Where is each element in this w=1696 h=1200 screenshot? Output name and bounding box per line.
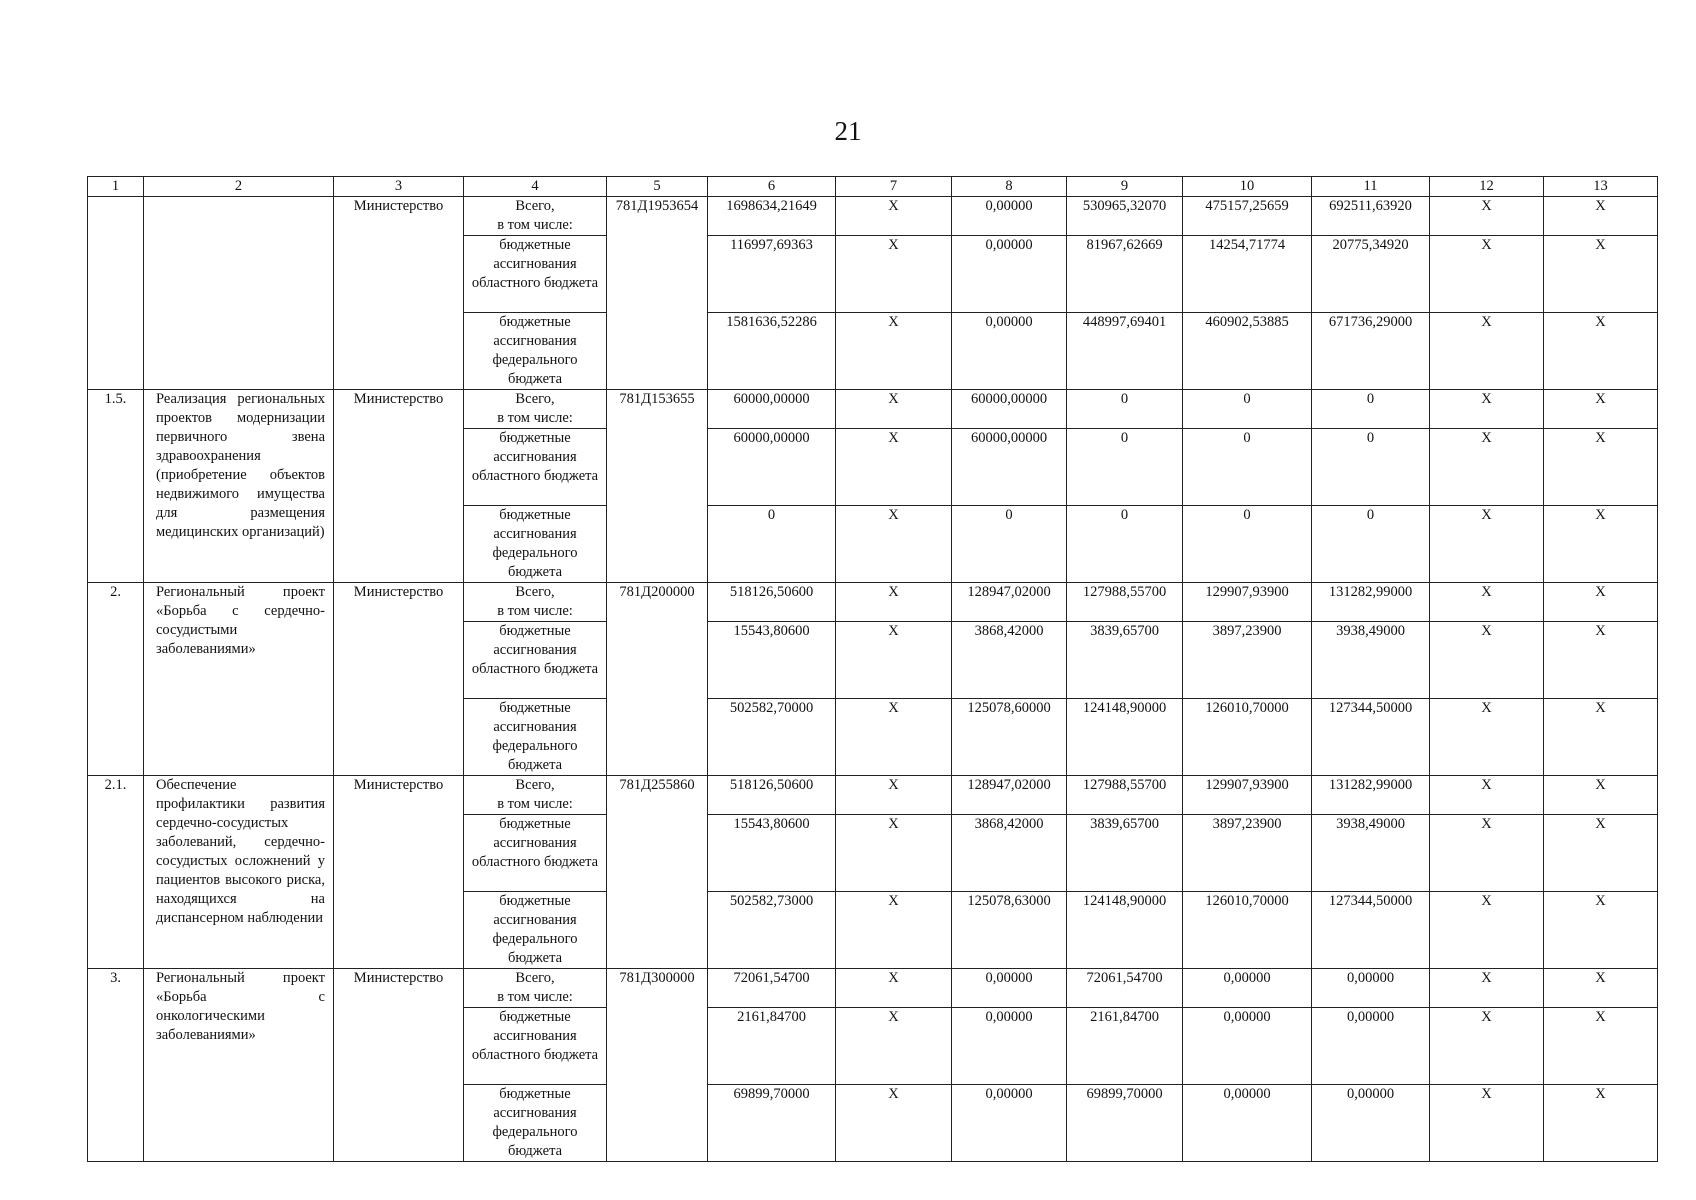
amount-cell: 81967,62669 bbox=[1067, 236, 1183, 313]
funding-source: бюджетные ассигнования федерального бюджета bbox=[464, 506, 607, 583]
amount-cell: X bbox=[1544, 1085, 1658, 1162]
amount-cell: 129907,93900 bbox=[1183, 776, 1312, 815]
amount-cell: X bbox=[836, 506, 952, 583]
amount-cell: 0 bbox=[1067, 390, 1183, 429]
amount-cell: 2161,84700 bbox=[708, 1008, 836, 1085]
amount-cell: 1698634,21649 bbox=[708, 197, 836, 236]
table-row bbox=[88, 390, 1658, 429]
responsible-executor: Министерство bbox=[334, 776, 464, 969]
amount-cell: X bbox=[836, 1085, 952, 1162]
amount-cell: 2161,84700 bbox=[1067, 1008, 1183, 1085]
budget-code: 781Д300000 bbox=[607, 969, 708, 1162]
amount-cell: 127988,55700 bbox=[1067, 776, 1183, 815]
column-number: 12 bbox=[1430, 177, 1544, 197]
amount-cell: 124148,90000 bbox=[1067, 892, 1183, 969]
amount-cell: 502582,70000 bbox=[708, 699, 836, 776]
item-number: 3. bbox=[88, 969, 144, 1162]
amount-cell: 60000,00000 bbox=[708, 390, 836, 429]
amount-cell: 128947,02000 bbox=[952, 583, 1067, 622]
amount-cell: X bbox=[1544, 699, 1658, 776]
amount-cell: 0 bbox=[1183, 506, 1312, 583]
amount-cell: 0,00000 bbox=[1183, 1085, 1312, 1162]
amount-cell: X bbox=[1430, 236, 1544, 313]
column-number: 11 bbox=[1312, 177, 1430, 197]
amount-cell: 0,00000 bbox=[1183, 969, 1312, 1008]
amount-cell: 0,00000 bbox=[1183, 1008, 1312, 1085]
amount-cell: 3897,23900 bbox=[1183, 622, 1312, 699]
amount-cell: 127344,50000 bbox=[1312, 699, 1430, 776]
amount-cell: 0,00000 bbox=[952, 1085, 1067, 1162]
column-number: 8 bbox=[952, 177, 1067, 197]
amount-cell: X bbox=[1430, 1008, 1544, 1085]
amount-cell: X bbox=[1430, 506, 1544, 583]
funding-source: бюджетные ассигнования областного бюджета bbox=[464, 815, 607, 892]
column-number: 1 bbox=[88, 177, 144, 197]
amount-cell: X bbox=[1430, 197, 1544, 236]
column-number: 5 bbox=[607, 177, 708, 197]
budget-table bbox=[87, 176, 1658, 1162]
amount-cell: 0 bbox=[1312, 506, 1430, 583]
funding-source: бюджетные ассигнования федерального бюджета bbox=[464, 1085, 607, 1162]
funding-source: бюджетные ассигнования федерального бюджета bbox=[464, 699, 607, 776]
amount-cell: 14254,71774 bbox=[1183, 236, 1312, 313]
funding-source: бюджетные ассигнования федерального бюджета bbox=[464, 892, 607, 969]
table-row bbox=[88, 583, 1658, 622]
amount-cell: 0 bbox=[1183, 429, 1312, 506]
responsible-executor: Министерство bbox=[334, 583, 464, 776]
amount-cell: X bbox=[1544, 969, 1658, 1008]
amount-cell: 530965,32070 bbox=[1067, 197, 1183, 236]
amount-cell: 502582,73000 bbox=[708, 892, 836, 969]
item-name bbox=[144, 197, 334, 390]
amount-cell: X bbox=[1544, 583, 1658, 622]
amount-cell: X bbox=[836, 892, 952, 969]
amount-cell: X bbox=[836, 1008, 952, 1085]
item-number bbox=[88, 197, 144, 390]
column-number: 3 bbox=[334, 177, 464, 197]
amount-cell: 131282,99000 bbox=[1312, 776, 1430, 815]
amount-cell: 692511,63920 bbox=[1312, 197, 1430, 236]
amount-cell: 127988,55700 bbox=[1067, 583, 1183, 622]
responsible-executor: Министерство bbox=[334, 969, 464, 1162]
amount-cell: 3868,42000 bbox=[952, 622, 1067, 699]
funding-source: Всего, в том числе: bbox=[464, 776, 607, 815]
amount-cell: 3839,65700 bbox=[1067, 622, 1183, 699]
amount-cell: 0,00000 bbox=[1312, 1008, 1430, 1085]
item-name: Региональный проект «Борьба с онкологическими заболеваниями» bbox=[144, 969, 334, 1162]
amount-cell: 3897,23900 bbox=[1183, 815, 1312, 892]
item-number: 1.5. bbox=[88, 390, 144, 583]
responsible-executor: Министерство bbox=[334, 390, 464, 583]
funding-source: бюджетные ассигнования областного бюджета bbox=[464, 622, 607, 699]
amount-cell: 460902,53885 bbox=[1183, 313, 1312, 390]
amount-cell: 72061,54700 bbox=[1067, 969, 1183, 1008]
amount-cell: X bbox=[1544, 197, 1658, 236]
funding-source: Всего, в том числе: bbox=[464, 197, 607, 236]
amount-cell: 0,00000 bbox=[1312, 1085, 1430, 1162]
budget-code: 781Д153655 bbox=[607, 390, 708, 583]
item-number: 2. bbox=[88, 583, 144, 776]
amount-cell: 116997,69363 bbox=[708, 236, 836, 313]
item-name: Обеспечение профилактики развития сердечно-сосудистых заболеваний, сердечно-сосудистых осложнений у пациентов высокого риска, находящихся на диспансерном наблюдении bbox=[144, 776, 334, 969]
amount-cell: X bbox=[1430, 699, 1544, 776]
amount-cell: X bbox=[1544, 313, 1658, 390]
amount-cell: 1581636,52286 bbox=[708, 313, 836, 390]
amount-cell: 125078,63000 bbox=[952, 892, 1067, 969]
amount-cell: X bbox=[836, 776, 952, 815]
amount-cell: 671736,29000 bbox=[1312, 313, 1430, 390]
amount-cell: X bbox=[1544, 815, 1658, 892]
budget-code: 781Д255860 bbox=[607, 776, 708, 969]
budget-code: 781Д1953654 bbox=[607, 197, 708, 390]
responsible-executor: Министерство bbox=[334, 197, 464, 390]
amount-cell: 475157,25659 bbox=[1183, 197, 1312, 236]
amount-cell: X bbox=[836, 583, 952, 622]
amount-cell: 0,00000 bbox=[952, 969, 1067, 1008]
amount-cell: 124148,90000 bbox=[1067, 699, 1183, 776]
column-number: 2 bbox=[144, 177, 334, 197]
amount-cell: 518126,50600 bbox=[708, 583, 836, 622]
amount-cell: 3839,65700 bbox=[1067, 815, 1183, 892]
amount-cell: X bbox=[836, 390, 952, 429]
item-number: 2.1. bbox=[88, 776, 144, 969]
amount-cell: 0,00000 bbox=[952, 313, 1067, 390]
amount-cell: X bbox=[836, 429, 952, 506]
column-number: 4 bbox=[464, 177, 607, 197]
amount-cell: 129907,93900 bbox=[1183, 583, 1312, 622]
amount-cell: X bbox=[1544, 429, 1658, 506]
amount-cell: 0 bbox=[1067, 506, 1183, 583]
amount-cell: 69899,70000 bbox=[708, 1085, 836, 1162]
amount-cell: 0,00000 bbox=[1312, 969, 1430, 1008]
funding-source: бюджетные ассигнования областного бюджета bbox=[464, 236, 607, 313]
amount-cell: 125078,60000 bbox=[952, 699, 1067, 776]
amount-cell: 0 bbox=[1312, 390, 1430, 429]
column-number-row bbox=[88, 177, 1658, 197]
amount-cell: 0,00000 bbox=[952, 1008, 1067, 1085]
funding-source: Всего, в том числе: bbox=[464, 390, 607, 429]
amount-cell: X bbox=[1544, 236, 1658, 313]
funding-source: бюджетные ассигнования федерального бюджета bbox=[464, 313, 607, 390]
item-name: Реализация региональных проектов модернизации первичного звена здравоохранения (приобретение объектов недвижимого имущества для размещения медицинских организаций) bbox=[144, 390, 334, 583]
amount-cell: X bbox=[836, 622, 952, 699]
funding-source: Всего, в том числе: bbox=[464, 583, 607, 622]
amount-cell: X bbox=[1430, 429, 1544, 506]
amount-cell: X bbox=[1544, 506, 1658, 583]
amount-cell: 126010,70000 bbox=[1183, 699, 1312, 776]
amount-cell: 69899,70000 bbox=[1067, 1085, 1183, 1162]
amount-cell: X bbox=[1544, 390, 1658, 429]
amount-cell: X bbox=[1430, 969, 1544, 1008]
amount-cell: X bbox=[836, 969, 952, 1008]
amount-cell: 3938,49000 bbox=[1312, 815, 1430, 892]
amount-cell: 0,00000 bbox=[952, 236, 1067, 313]
funding-source: Всего, в том числе: bbox=[464, 969, 607, 1008]
amount-cell: 60000,00000 bbox=[708, 429, 836, 506]
amount-cell: 448997,69401 bbox=[1067, 313, 1183, 390]
amount-cell: 0 bbox=[1183, 390, 1312, 429]
table-row bbox=[88, 969, 1658, 1008]
column-number: 6 bbox=[708, 177, 836, 197]
amount-cell: X bbox=[1544, 776, 1658, 815]
amount-cell: X bbox=[1544, 1008, 1658, 1085]
amount-cell: X bbox=[1544, 892, 1658, 969]
table-row bbox=[88, 197, 1658, 236]
amount-cell: 15543,80600 bbox=[708, 815, 836, 892]
amount-cell: X bbox=[1430, 892, 1544, 969]
amount-cell: X bbox=[836, 313, 952, 390]
funding-source: бюджетные ассигнования областного бюджета bbox=[464, 1008, 607, 1085]
amount-cell: X bbox=[1430, 390, 1544, 429]
amount-cell: X bbox=[1430, 622, 1544, 699]
funding-source: бюджетные ассигнования областного бюджета bbox=[464, 429, 607, 506]
table-row bbox=[88, 776, 1658, 815]
amount-cell: 0 bbox=[952, 506, 1067, 583]
amount-cell: X bbox=[1430, 313, 1544, 390]
amount-cell: 72061,54700 bbox=[708, 969, 836, 1008]
amount-cell: X bbox=[836, 815, 952, 892]
amount-cell: 0,00000 bbox=[952, 197, 1067, 236]
amount-cell: X bbox=[1544, 622, 1658, 699]
amount-cell: 128947,02000 bbox=[952, 776, 1067, 815]
amount-cell: 20775,34920 bbox=[1312, 236, 1430, 313]
column-number: 13 bbox=[1544, 177, 1658, 197]
amount-cell: 518126,50600 bbox=[708, 776, 836, 815]
amount-cell: 60000,00000 bbox=[952, 429, 1067, 506]
amount-cell: 131282,99000 bbox=[1312, 583, 1430, 622]
amount-cell: X bbox=[836, 197, 952, 236]
amount-cell: X bbox=[1430, 776, 1544, 815]
amount-cell: X bbox=[836, 236, 952, 313]
item-name: Региональный проект «Борьба с сердечно-сосудистыми заболеваниями» bbox=[144, 583, 334, 776]
amount-cell: 0 bbox=[708, 506, 836, 583]
column-number: 7 bbox=[836, 177, 952, 197]
amount-cell: 60000,00000 bbox=[952, 390, 1067, 429]
amount-cell: 0 bbox=[1067, 429, 1183, 506]
budget-code: 781Д200000 bbox=[607, 583, 708, 776]
amount-cell: 3868,42000 bbox=[952, 815, 1067, 892]
page-number: 21 bbox=[834, 116, 862, 146]
amount-cell: X bbox=[1430, 815, 1544, 892]
amount-cell: 15543,80600 bbox=[708, 622, 836, 699]
amount-cell: 127344,50000 bbox=[1312, 892, 1430, 969]
column-number: 10 bbox=[1183, 177, 1312, 197]
amount-cell: 0 bbox=[1312, 429, 1430, 506]
amount-cell: X bbox=[1430, 1085, 1544, 1162]
amount-cell: X bbox=[836, 699, 952, 776]
amount-cell: 3938,49000 bbox=[1312, 622, 1430, 699]
amount-cell: 126010,70000 bbox=[1183, 892, 1312, 969]
amount-cell: X bbox=[1430, 583, 1544, 622]
column-number: 9 bbox=[1067, 177, 1183, 197]
